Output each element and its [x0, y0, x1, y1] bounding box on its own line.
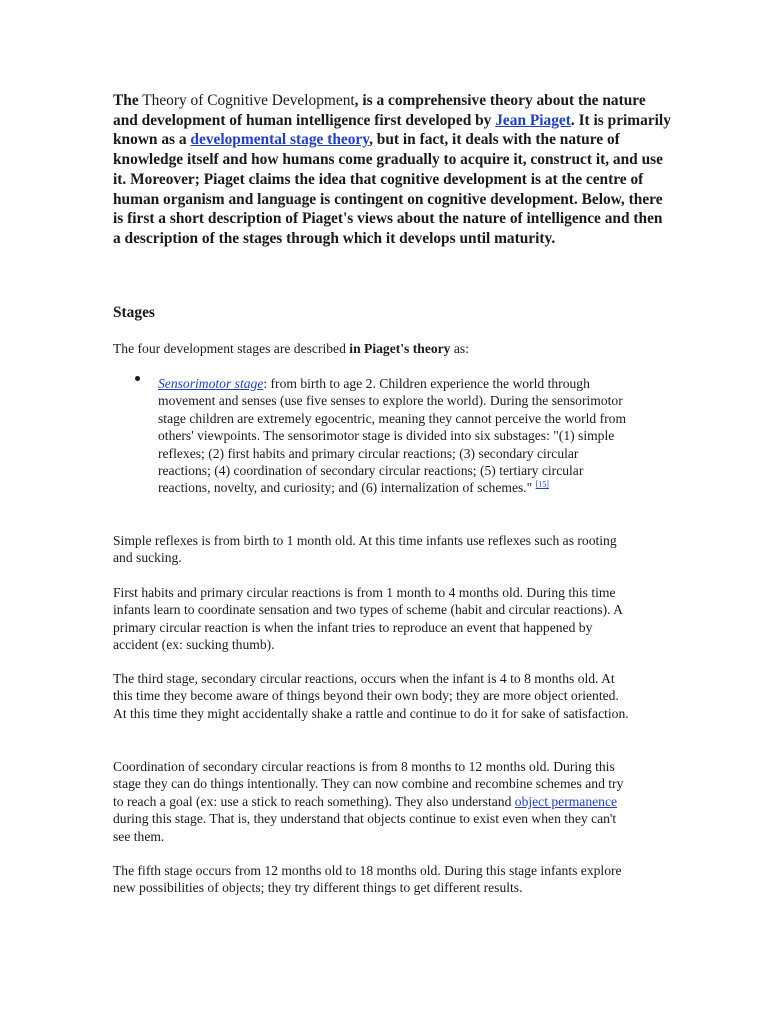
coordination-text-1: Coordination of secondary circular reactions is from 8 months to 12 months old. During this stage they can do things intentionally. They can now combine and recombine schemes and try to reach a goal (ex: use a stick to reach something). They also understand — [113, 759, 624, 809]
sensorimotor-list-item — [158, 375, 633, 497]
paragraph-simple-reflexes: Simple reflexes is from birth to 1 month old. At this time infants use reflexes such as rooting and sucking. — [113, 533, 617, 566]
intro-lead: The — [113, 92, 139, 109]
jean-piaget-link[interactable]: Jean Piaget — [495, 111, 571, 129]
sensorimotor-text: : from birth to age 2. Children experience the world through movement and senses (use five senses to explore the world). During the sensorimotor stage children are extremely egocentric, meaning they cannot perceive the world from others' viewpoints. The sensorimotor stage is divided into six substages: "(1) simple reflexes; (2) first habits and primary circular reactions; (3) secondary circular reactions; (4) coordination of secondary circular reactions; (5) tertiary circular reactions, novelty, and curiosity; and (6) internalization of schemes." — [158, 376, 627, 496]
intro-text-1: , is a comprehensive theory about the nature and development of human intelligence first developed by — [113, 92, 646, 129]
intro-paragraph — [113, 91, 673, 249]
paragraph-first-habits: First habits and primary circular reactions is from 1 month to 4 months old. During this time infants learn to coordinate sensation and two types of scheme (habit and circular reactions). A primary circular reaction is when the infant tries to reproduce an event that happened by accident (ex: sucking thumb). — [113, 585, 623, 653]
coordination-text-2: during this stage. That is, they understand that objects continue to exist even when they can't see them. — [113, 811, 617, 844]
stages-intro — [113, 340, 633, 357]
stages-intro-bold: in Piaget's theory — [349, 341, 451, 356]
sensorimotor-stage-link[interactable]: Sensorimotor stage — [158, 376, 264, 391]
stages-intro-text-2: as: — [450, 341, 469, 356]
theory-name: Theory of Cognitive Development — [142, 92, 355, 109]
developmental-stage-theory-link[interactable]: developmental stage theory — [190, 131, 370, 149]
bullet-icon — [135, 376, 140, 381]
paragraph-fifth-stage: The fifth stage occurs from 12 months old to 18 months old. During this stage infants explore new possibilities of objects; they try different things to get different results. — [113, 863, 622, 896]
stages-intro-text-1: The four development stages are described — [113, 341, 350, 356]
reference-15-link[interactable]: [15] — [535, 479, 549, 489]
paragraph-coordination — [113, 758, 633, 845]
intro-text-2: . It is primarily known as a — [113, 111, 671, 149]
object-permanence-link[interactable]: object permanence — [514, 793, 618, 809]
stages-heading: Stages — [113, 304, 155, 321]
paragraph-third-stage: The third stage, secondary circular reactions, occurs when the infant is 4 to 8 months old. At this time they become aware of things beyond their own body; they are more object oriented. At this time they might accidentally shake a rattle and continue to do it for sake of satisfaction. — [113, 671, 629, 721]
intro-text-3: , but in fact, it deals with the nature of knowledge itself and how humans come gradually to acquire it, construct it, and use it. Moreover; Piaget claims the idea that cognitive development is at the centre of human organism and language is contingent on cognitive development. Below, there is first a short description of Piaget's views about the nature of intelligence and then a description of the stages through which it develops until maturity. — [113, 131, 663, 247]
